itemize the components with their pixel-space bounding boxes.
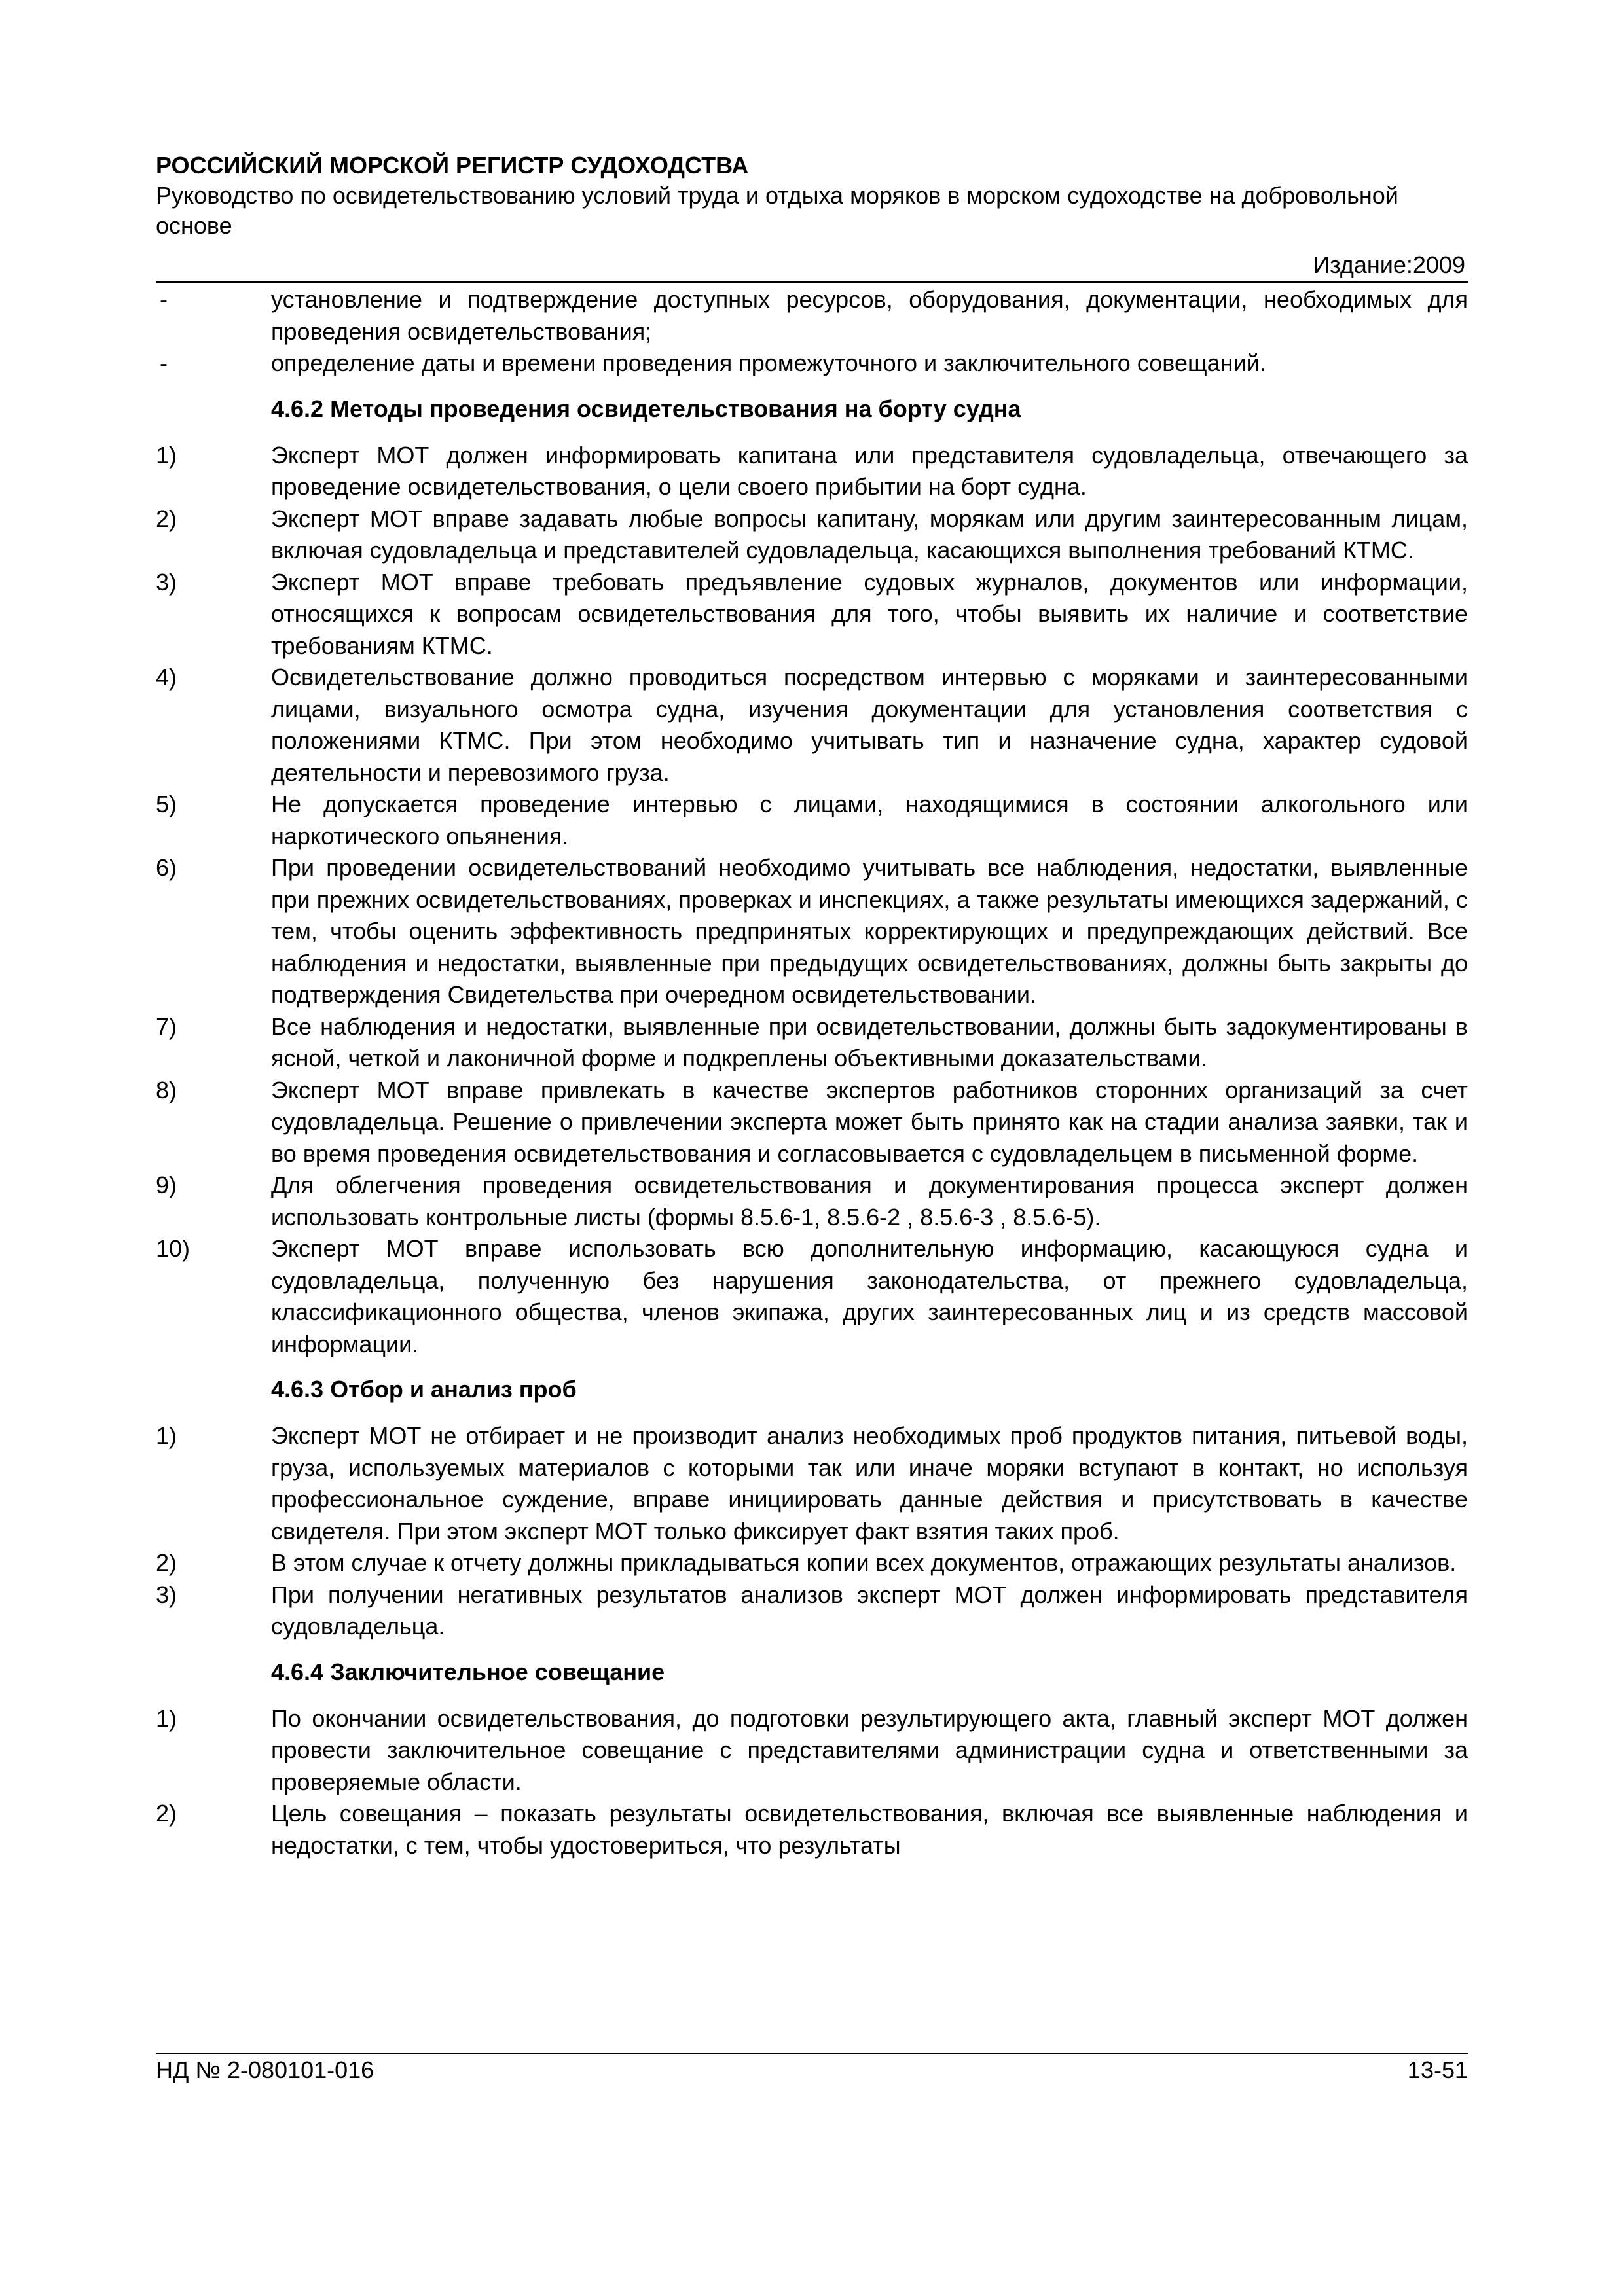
list-marker: 1) <box>156 1704 177 1732</box>
list-marker: 3) <box>156 568 177 596</box>
section-heading: 4.6.2 Методы проведения освидетельствования на борту судна <box>271 395 1021 422</box>
list-marker: 2) <box>156 505 177 532</box>
list-text: Эксперт МОТ вправе задавать любые вопросы капитану, морякам или другим заинтересованным лицам, включая судовладельца и представителей судовладельца, касающихся выполнения требований КТМС. <box>271 505 1468 564</box>
list-item <box>156 1547 1468 1579</box>
list-marker: - <box>160 350 168 376</box>
section-heading: 4.6.4 Заключительное совещание <box>271 1658 665 1685</box>
list-marker: 10) <box>156 1235 191 1262</box>
list-text: Эксперт МОТ должен информировать капитана или представителя судовладельца, отвечающего за проведение освидетельствования, о цели своего прибытии на борт судна. <box>271 441 1468 500</box>
list-marker: 2) <box>156 1549 177 1576</box>
list-item <box>156 662 1468 789</box>
list-item <box>156 1011 1468 1075</box>
section-heading: 4.6.3 Отбор и анализ проб <box>271 1376 577 1403</box>
organization-title: РОССИЙСКИЙ МОРСКОЙ РЕГИСТР СУДОХОДСТВА <box>156 152 749 179</box>
footer-divider <box>156 2053 1468 2054</box>
document-number: НД № 2-080101-016 <box>156 2056 374 2083</box>
list-marker: 5) <box>156 791 177 817</box>
list-text: Эксперт МОТ вправе требовать предъявление судовых журналов, документов или информации, относящихся к вопросам освидетельствования для того, чтобы выявить их наличие и соответствие требованиям КТМС. <box>271 568 1468 659</box>
document-body <box>156 284 1468 1861</box>
list-text: Для облегчения проведения освидетельствования и документирования процесса эксперт должен использовать контрольные листы (формы 8.5.6-1, 8.5.6-2 , 8.5.6-3 , 8.5.6-5). <box>271 1172 1468 1230</box>
list-marker: 1) <box>156 441 177 469</box>
edition-label: Издание:2009 <box>1313 251 1465 278</box>
list-item <box>156 852 1468 1011</box>
list-text: Цель совещания – показать результаты освидетельствования, включая все выявленные наблюдения и недостатки, с тем, чтобы удостовериться, что результаты <box>271 1800 1468 1859</box>
list-marker: 8) <box>156 1076 177 1103</box>
list-text: По окончании освидетельствования, до подготовки результирующего акта, главный эксперт МОТ должен провести заключительное совещание с представителями администрации судна и ответственными за проверяемые области. <box>271 1704 1468 1795</box>
list-marker: - <box>160 286 168 313</box>
document-subtitle: Руководство по освидетельствованию условий труда и отдыха моряков в морском судоходстве на добровольной основе <box>156 182 1398 239</box>
list-text: Эксперт МОТ не отбирает и не производит анализ необходимых проб продуктов питания, питьевой воды, груза, используемых материалов с которыми так или иначе моряки вступают в контакт, но используя профессиональное суждение, вправе инициировать данные действия и присутствовать в качестве свидетеля. При этом эксперт МОТ только фиксирует факт взятия таких проб. <box>271 1422 1468 1545</box>
list-item <box>156 1170 1468 1233</box>
header-divider <box>156 281 1468 283</box>
list-marker: 2) <box>156 1800 177 1827</box>
list-item <box>156 284 1468 348</box>
list-text: установление и подтверждение доступных ресурсов, оборудования, документации, необходимых для проведения освидетельствования; <box>271 286 1468 345</box>
list-item <box>156 1420 1468 1547</box>
list-item <box>156 1798 1468 1861</box>
list-marker: 1) <box>156 1422 177 1449</box>
list-item <box>156 567 1468 662</box>
list-text: Эксперт МОТ вправе привлекать в качестве экспертов работников сторонних организаций за счет судовладельца. Решение о привлечении эксперта может быть принято как на стадии анализа заявки, так и во время проведения освидетельствования и согласовывается с судовладельцем в письменной форме. <box>271 1076 1468 1167</box>
list-text: Освидетельствование должно проводиться посредством интервью с моряками и заинтересованными лицами, визуального осмотра судна, изучения документации для установления соответствия с положениями КТМС. При этом необходимо учитывать тип и назначение судна, характер судовой деятельности и перевозимого груза. <box>271 664 1468 786</box>
list-item <box>156 1075 1468 1170</box>
list-text: Все наблюдения и недостатки, выявленные при освидетельствовании, должны быть задокументированы в ясной, четкой и лаконичной форме и подкреплены объективными доказательствами. <box>271 1013 1468 1071</box>
list-item <box>156 348 1468 380</box>
list-text: определение даты и времени проведения промежуточного и заключительного совещаний. <box>271 350 1266 376</box>
document-header <box>156 151 1465 241</box>
list-item <box>156 789 1468 852</box>
list-marker: 6) <box>156 854 177 881</box>
list-text: При проведении освидетельствований необходимо учитывать все наблюдения, недостатки, выявленные при прежних освидетельствованиях, проверках и инспекциях, а также результаты имеющихся задержаний, с тем, чтобы оценить эффективность предпринятых корректирующих и предупреждающих действий. Все наблюдения и недостатки, выявленные при предыдущих освидетельствованиях, должны быть закрыты до подтверждения Свидетельства при очередном освидетельствовании. <box>271 854 1468 1008</box>
list-marker: 9) <box>156 1172 177 1198</box>
list-item <box>156 1579 1468 1643</box>
list-text: При получении негативных результатов анализов эксперт МОТ должен информировать представителя судовладельца. <box>271 1581 1468 1640</box>
list-text: В этом случае к отчету должны прикладываться копии всех документов, отражающих результаты анализов. <box>271 1549 1457 1576</box>
list-marker: 7) <box>156 1013 177 1040</box>
list-marker: 3) <box>156 1581 177 1608</box>
list-text: Эксперт МОТ вправе использовать всю дополнительную информацию, касающуюся судна и судовладельца, полученную без нарушения законодательства, от прежнего судовладельца, классификационного общества, членов экипажа, других заинтересованных лиц и из средств массовой информации. <box>271 1235 1468 1357</box>
list-item <box>156 503 1468 567</box>
list-item <box>156 1703 1468 1799</box>
list-text: Не допускается проведение интервью с лицами, находящимися в состоянии алкогольного или наркотического опьянения. <box>271 791 1468 850</box>
page-number: 13-51 <box>1407 2056 1468 2083</box>
list-item <box>156 1233 1468 1360</box>
list-marker: 4) <box>156 664 177 691</box>
list-item <box>156 440 1468 503</box>
